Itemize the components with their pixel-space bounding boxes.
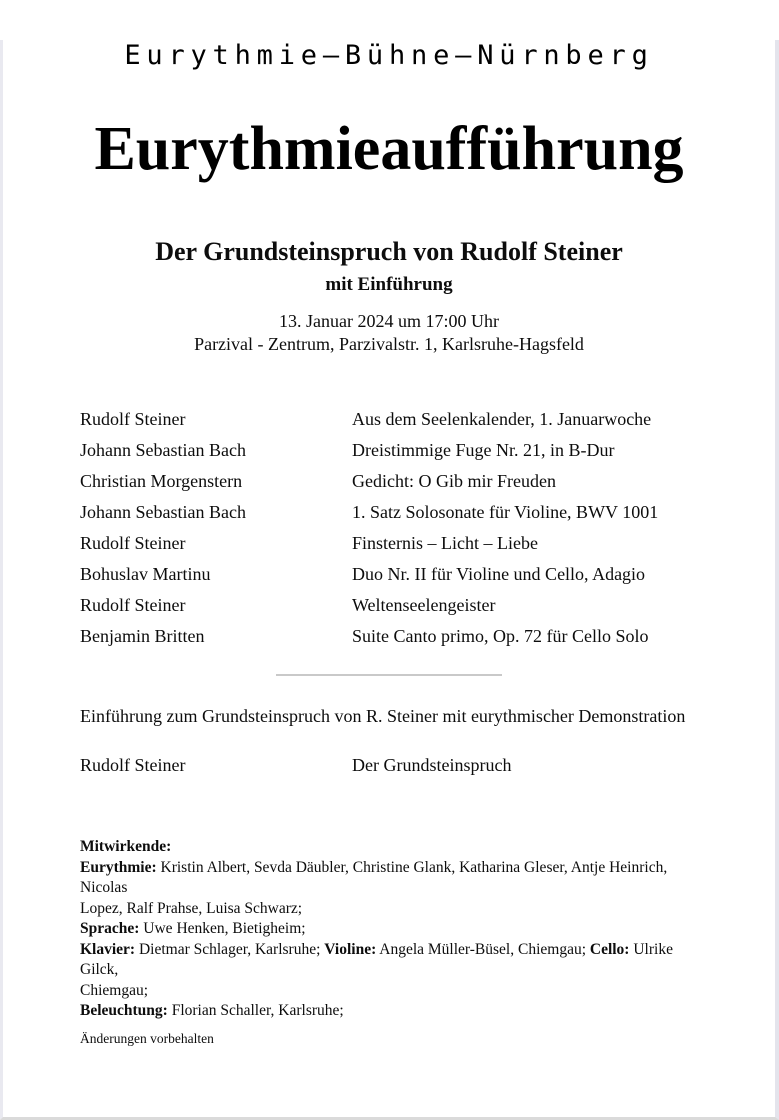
program-work: 1. Satz Solosonate für Violine, BWV 1001 [352, 502, 659, 522]
final-program-block [80, 750, 698, 781]
program-work: Der Grundsteinspruch [352, 755, 512, 775]
section-divider [276, 674, 502, 676]
program-page [0, 40, 779, 1120]
program-work: Suite Canto primo, Op. 72 für Cello Solo [352, 626, 649, 646]
credits-text: Uwe Henken, Bietigheim; [139, 920, 306, 937]
event-datetime: 13. Januar 2024 um 17:00 Uhr [279, 311, 499, 331]
credits-label: Mitwirkende: [80, 838, 172, 855]
program-author: Christian Morgenstern [80, 471, 243, 491]
program-row [80, 528, 698, 559]
program-row [80, 466, 698, 497]
program-list [80, 404, 698, 652]
credits-label: Klavier: [80, 940, 136, 958]
program-row [80, 497, 698, 528]
page-title: Eurythmieaufführung [94, 115, 684, 183]
credits-text: Florian Schaller, Karlsruhe; [167, 1002, 344, 1019]
credits-line [80, 1001, 698, 1022]
program-work: Gedicht: O Gib mir Freuden [352, 471, 556, 491]
program-row [80, 621, 698, 652]
credits-line [80, 919, 698, 940]
program-row [80, 559, 698, 590]
credits-text: Chiemgau; [80, 981, 149, 999]
credits-text: Ulrike Gilck, [80, 940, 673, 978]
credits-text: Kristin Albert, Sevda Däubler, Christine Glank, Katharina Gleser, Antje Heinrich, Nicolas [80, 858, 668, 896]
program-work: Dreistimmige Fuge Nr. 21, in B-Dur [352, 440, 615, 460]
program-author: Johann Sebastian Bach [80, 440, 246, 460]
subtitle-note: mit Einführung [325, 274, 453, 295]
credits-text: Dietmar Schlager, Karlsruhe; [135, 940, 325, 958]
program-author: Rudolf Steiner [80, 533, 186, 553]
program-author: Rudolf Steiner [80, 409, 186, 429]
program-work: Duo Nr. II für Violine und Cello, Adagio [352, 564, 646, 584]
event-subtitle: Der Grundsteinspruch von Rudolf Steiner [155, 237, 623, 266]
program-row [80, 590, 698, 621]
credits-label: Violine: [324, 940, 377, 958]
program-row [80, 404, 698, 435]
credits-block [80, 837, 698, 1022]
credits-label: Sprache: [80, 920, 140, 937]
program-author: Rudolf Steiner [80, 755, 186, 775]
credits-line [80, 981, 698, 1002]
credits-label: Beleuchtung: [80, 1002, 168, 1019]
credits-line [80, 940, 698, 981]
program-author: Rudolf Steiner [80, 595, 186, 615]
program-author: Johann Sebastian Bach [80, 502, 246, 522]
program-author: Benjamin Britten [80, 626, 205, 646]
program-row [80, 750, 698, 781]
program-work: Finsternis – Licht – Liebe [352, 533, 538, 553]
credits-label: Cello: [589, 940, 630, 958]
event-venue: Parzival - Zentrum, Parzivalstr. 1, Karlsruhe-Hagsfeld [194, 334, 584, 354]
credits-line [80, 899, 698, 920]
program-author: Bohuslav Martinu [80, 564, 211, 584]
ensemble-logo: Eurythmie–Bühne–Nürnberg [124, 40, 654, 71]
program-work: Aus dem Seelenkalender, 1. Januarwoche [352, 409, 652, 429]
credits-text: Lopez, Ralf Prahse, Luisa Schwarz; [80, 899, 303, 917]
footer-note: Änderungen vorbehalten [80, 1030, 214, 1046]
program-row [80, 435, 698, 466]
intro-note: Einführung zum Grundsteinspruch von R. Steiner mit eurythmischer Demonstration [80, 706, 686, 726]
credits-text: Angela Müller-Büsel, Chiemgau; [376, 940, 590, 958]
credits-line [80, 858, 698, 899]
credits-line [80, 837, 698, 858]
credits-label: Eurythmie: [80, 858, 157, 876]
program-work: Weltenseelengeister [352, 595, 496, 615]
